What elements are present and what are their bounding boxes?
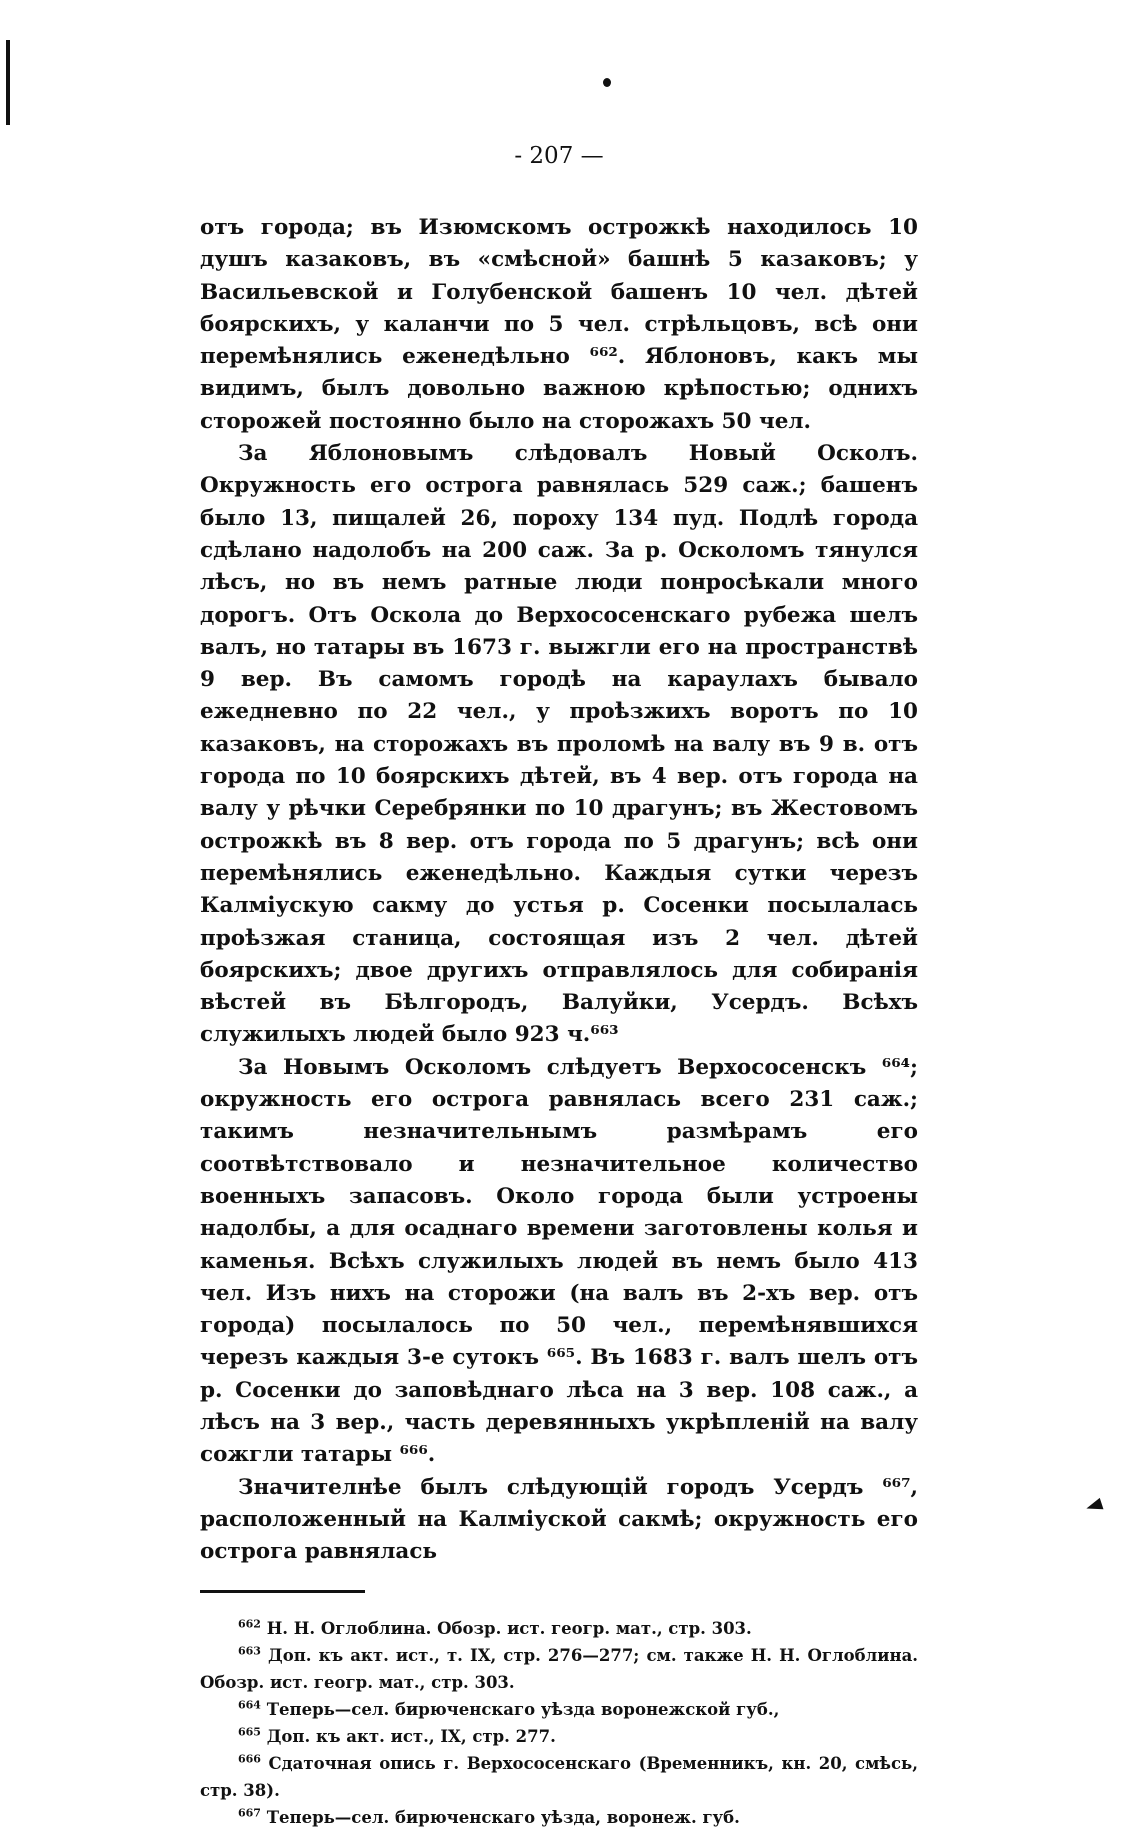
paragraph-continuation: отъ города; въ Изюмскомъ острожкѣ находилось 10 душъ казаковъ, въ «смѣсной» башнѣ 5 казаковъ; у Васильевской и Голубенской башенъ 10 чел. дѣтей боярскихъ, у каланчи по 5 чел. стрѣльцовъ, всѣ они перемѣнялись еженедѣльно ⁶⁶². Яблоновъ, какъ мы видимъ, былъ довольно важною крѣпостью; однихъ сторожей постоянно было на сторожахъ 50 чел.	[200, 215, 918, 434]
footnote-mark: 662	[238, 1617, 261, 1631]
footnote-mark: 667	[238, 1806, 261, 1820]
footnote-665	[200, 1723, 918, 1750]
footnote-text: Доп. къ акт. ист., т. IX, стр. 276—277; см. также Н. Н. Оглоблина. Обозр. ист. геогр. мат., стр. 303.	[200, 1646, 918, 1693]
paragraph-userd: Значителнѣе былъ слѣдующій городъ Усердъ ⁶⁶⁷, расположенный на Калміуской сакмѣ; окружность его острога равнялась	[200, 1474, 918, 1565]
footnote-662	[200, 1615, 918, 1642]
footnote-text: Теперь—сел. бирюченскаго уѣзда воронежской губ.,	[266, 1700, 780, 1720]
footnotes	[200, 1615, 918, 1831]
footnote-mark: 664	[238, 1698, 261, 1712]
footnote-667	[200, 1804, 918, 1831]
scan-dot-mark	[603, 78, 611, 87]
footnote-mark: 663	[238, 1644, 261, 1658]
footnote-mark: 665	[238, 1725, 261, 1739]
footnote-text: Доп. къ акт. ист., IX, стр. 277.	[266, 1727, 556, 1747]
scan-arrow-mark	[1085, 1498, 1104, 1514]
footnote-text: Теперь—сел. бирюченскаго уѣзда, воронеж. губ.	[266, 1808, 740, 1828]
footnote-mark: 666	[238, 1752, 261, 1766]
footnote-text: Н. Н. Оглоблина. Обозр. ист. геогр. мат., стр. 303.	[266, 1619, 752, 1639]
page-number: - 207 —	[514, 143, 604, 169]
footnote-666	[200, 1750, 918, 1804]
footnote-663	[200, 1642, 918, 1696]
scan-edge-mark	[6, 40, 10, 125]
paragraph-novy-oskol: За Яблоновымъ слѣдовалъ Новый Осколъ. Окружность его острога равнялась 529 саж.; башенъ было 13, пищалей 26, пороху 134 пуд. Подлѣ города сдѣлано надолобъ на 200 саж. За р. Осколомъ тянулся лѣсъ, но въ немъ ратные люди понросѣкали много дорогъ. Отъ Оскола до Верхососенскаго рубежа шелъ валъ, но татары въ 1673 г. выжгли его на пространствѣ 9 вер. Въ самомъ городѣ на караулахъ бывало ежедневно по 22 чел., у проѣзжихъ воротъ по 10 казаковъ, на сторожахъ въ проломѣ на валу въ 9 в. отъ города по 10 боярскихъ дѣтей, въ 4 вер. отъ города на валу у рѣчки Серебрянки по 10 драгунъ; въ Жестовомъ острожкѣ въ 8 вер. отъ города по 5 драгунъ; всѣ они перемѣнялись еженедѣльно. Каждыя сутки черезъ Калміускую сакму до устья р. Сосенки посылалась проѣзжая станица, состоящая изъ 2 чел. дѣтей боярскихъ; двое другихъ отправлялось для собиранія вѣстей въ Бѣлгородъ, Валуйки, Усердъ. Всѣхъ служилыхъ людей было 923 ч.⁶⁶³	[200, 441, 918, 1048]
book-page	[200, 140, 918, 1831]
paragraph-verkhososensk: За Новымъ Осколомъ слѣдуетъ Верхососенскъ ⁶⁶⁴; окружность его острога равнялась всего 231 саж.; такимъ незначительнымъ размѣрамъ его соотвѣтствовало и незначительное количество военныхъ запасовъ. Около города были устроены надолбы, а для осаднаго времени заготовлены колья и каменья. Всѣхъ служилыхъ людей въ немъ было 413 чел. Изъ нихъ на сторожи (на валъ въ 2-хъ вер. отъ города) посылалось по 50 чел., перемѣнявшихся черезъ каждыя 3-е сутокъ ⁶⁶⁵. Въ 1683 г. валъ шелъ отъ р. Сосенки до заповѣднаго лѣса на 3 вер. 108 саж., а лѣсъ на 3 вер., часть деревянныхъ укрѣпленій на валу сожгли татары ⁶⁶⁶.	[200, 1054, 918, 1468]
footnote-divider	[200, 1590, 365, 1593]
main-text	[200, 212, 918, 1568]
footnote-text: Сдаточная опись г. Верхососенскаго (Временникъ, кн. 20, смѣсь, стр. 38).	[200, 1754, 918, 1801]
